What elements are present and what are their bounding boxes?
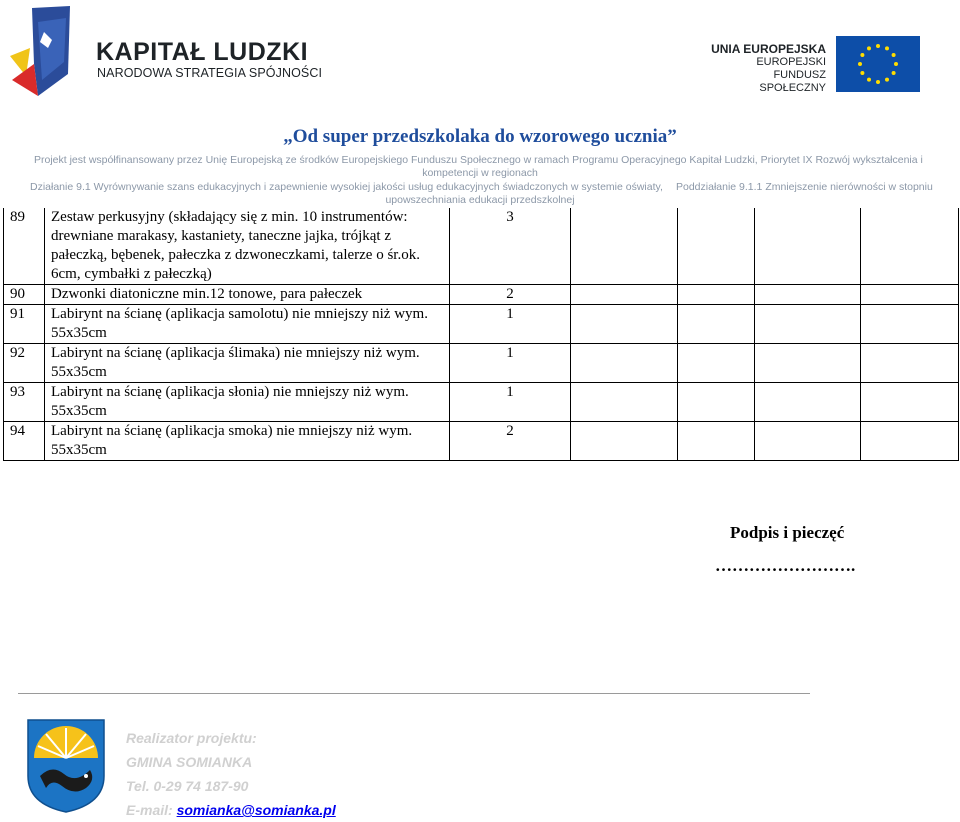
table-row — [4, 285, 959, 305]
kapital-ludzki-subtitle: NARODOWA STRATEGIA SPÓJNOŚCI — [97, 66, 323, 80]
eu-logo-text — [708, 42, 826, 95]
item-number: 90 — [4, 285, 45, 305]
eu-text-line3: FUNDUSZ SPOŁECZNY — [759, 69, 826, 94]
footer-contact — [126, 726, 336, 822]
footer-organization: GMINA SOMIANKA — [126, 754, 253, 770]
empty-cell — [861, 285, 959, 305]
empty-cell — [755, 383, 861, 422]
footer-divider — [18, 693, 810, 694]
empty-cell — [571, 344, 678, 383]
table-row — [4, 344, 959, 383]
item-number: 89 — [4, 208, 45, 285]
empty-cell — [678, 422, 755, 461]
item-quantity: 1 — [450, 344, 571, 383]
signature-label: Podpis i pieczęć — [730, 523, 845, 542]
empty-cell — [678, 344, 755, 383]
empty-cell — [755, 285, 861, 305]
footer-email-link[interactable]: somianka@somianka.pl — [176, 802, 336, 818]
project-info-line5: upowszechniania edukacji przedszkolnej — [385, 194, 575, 206]
item-number: 92 — [4, 344, 45, 383]
item-quantity: 2 — [450, 285, 571, 305]
signature-line: ……………………. — [715, 556, 856, 575]
empty-cell — [678, 383, 755, 422]
item-description: Labirynt na ścianę (aplikacja smoka) nie mniejszy niż wym. 55x35cm — [45, 422, 450, 461]
empty-cell — [861, 208, 959, 285]
empty-cell — [861, 344, 959, 383]
eu-text-line2: EUROPEJSKI — [756, 56, 826, 68]
item-description: Labirynt na ścianę (aplikacja samolotu) nie mniejszy niż wym. 55x35cm — [45, 305, 450, 344]
empty-cell — [678, 208, 755, 285]
footer-phone: Tel. 0-29 74 187-90 — [126, 778, 249, 794]
project-info-line2: kompetencji w regionach — [422, 167, 538, 179]
item-quantity: 1 — [450, 383, 571, 422]
project-title: „Od super przedszkolaka do wzorowego ucznia” — [283, 126, 677, 147]
project-info-line1: Projekt jest współfinansowany przez Unię Europejską ze środków Europejskiego Funduszu Społecznego w ramach Programu Operacyjnego Kapitał Ludzki, Priorytet IX Rozwój wykształcenia i — [34, 154, 923, 166]
empty-cell — [755, 208, 861, 285]
eu-flag-icon — [836, 36, 920, 92]
item-description: Labirynt na ścianę (aplikacja ślimaka) nie mniejszy niż wym. 55x35cm — [45, 344, 450, 383]
footer-email-label: E-mail: — [126, 802, 177, 818]
empty-cell — [571, 422, 678, 461]
items-table — [3, 208, 959, 461]
empty-cell — [861, 422, 959, 461]
gmina-somianka-coat-of-arms-icon — [26, 718, 106, 814]
item-number: 93 — [4, 383, 45, 422]
empty-cell — [755, 344, 861, 383]
empty-cell — [571, 383, 678, 422]
item-description: Zestaw perkusyjny (składający się z min. 10 instrumentów: drewniane marakasy, kastaniety, taneczne jajka, trójkąt z pałeczką, bębenek, pałeczka z dzwoneczkami, talerze o śr.ok. 6cm, cymbałki z pałeczką) — [45, 208, 450, 285]
empty-cell — [861, 383, 959, 422]
empty-cell — [571, 305, 678, 344]
item-description: Labirynt na ścianę (aplikacja słonia) nie mniejszy niż wym. 55x35cm — [45, 383, 450, 422]
table-row — [4, 383, 959, 422]
kapital-ludzki-title: KAPITAŁ LUDZKI — [96, 38, 309, 66]
empty-cell — [571, 208, 678, 285]
table-row — [4, 305, 959, 344]
table-row — [4, 422, 959, 461]
empty-cell — [755, 305, 861, 344]
footer-email-row — [126, 798, 336, 822]
empty-cell — [678, 285, 755, 305]
kapital-ludzki-logo — [8, 4, 80, 104]
empty-cell — [755, 422, 861, 461]
item-number: 91 — [4, 305, 45, 344]
item-number: 94 — [4, 422, 45, 461]
item-quantity: 2 — [450, 422, 571, 461]
table-row — [4, 208, 959, 285]
item-quantity: 1 — [450, 305, 571, 344]
footer-realizator-label: Realizator projektu: — [126, 730, 257, 746]
project-info-line3: Działanie 9.1 Wyrównywanie szans edukacyjnych i zapewnienie wysokiej jakości usług edukacyjnych świadczonych w systemie oświaty, — [30, 181, 663, 193]
empty-cell — [571, 285, 678, 305]
eu-text-line1: UNIA EUROPEJSKA — [711, 42, 826, 56]
item-quantity: 3 — [450, 208, 571, 285]
empty-cell — [678, 305, 755, 344]
item-description: Dzwonki diatoniczne min.12 tonowe, para pałeczek — [45, 285, 450, 305]
empty-cell — [861, 305, 959, 344]
project-info-line4: Poddziałanie 9.1.1 Zmniejszenie nierówności w stopniu — [676, 181, 933, 193]
